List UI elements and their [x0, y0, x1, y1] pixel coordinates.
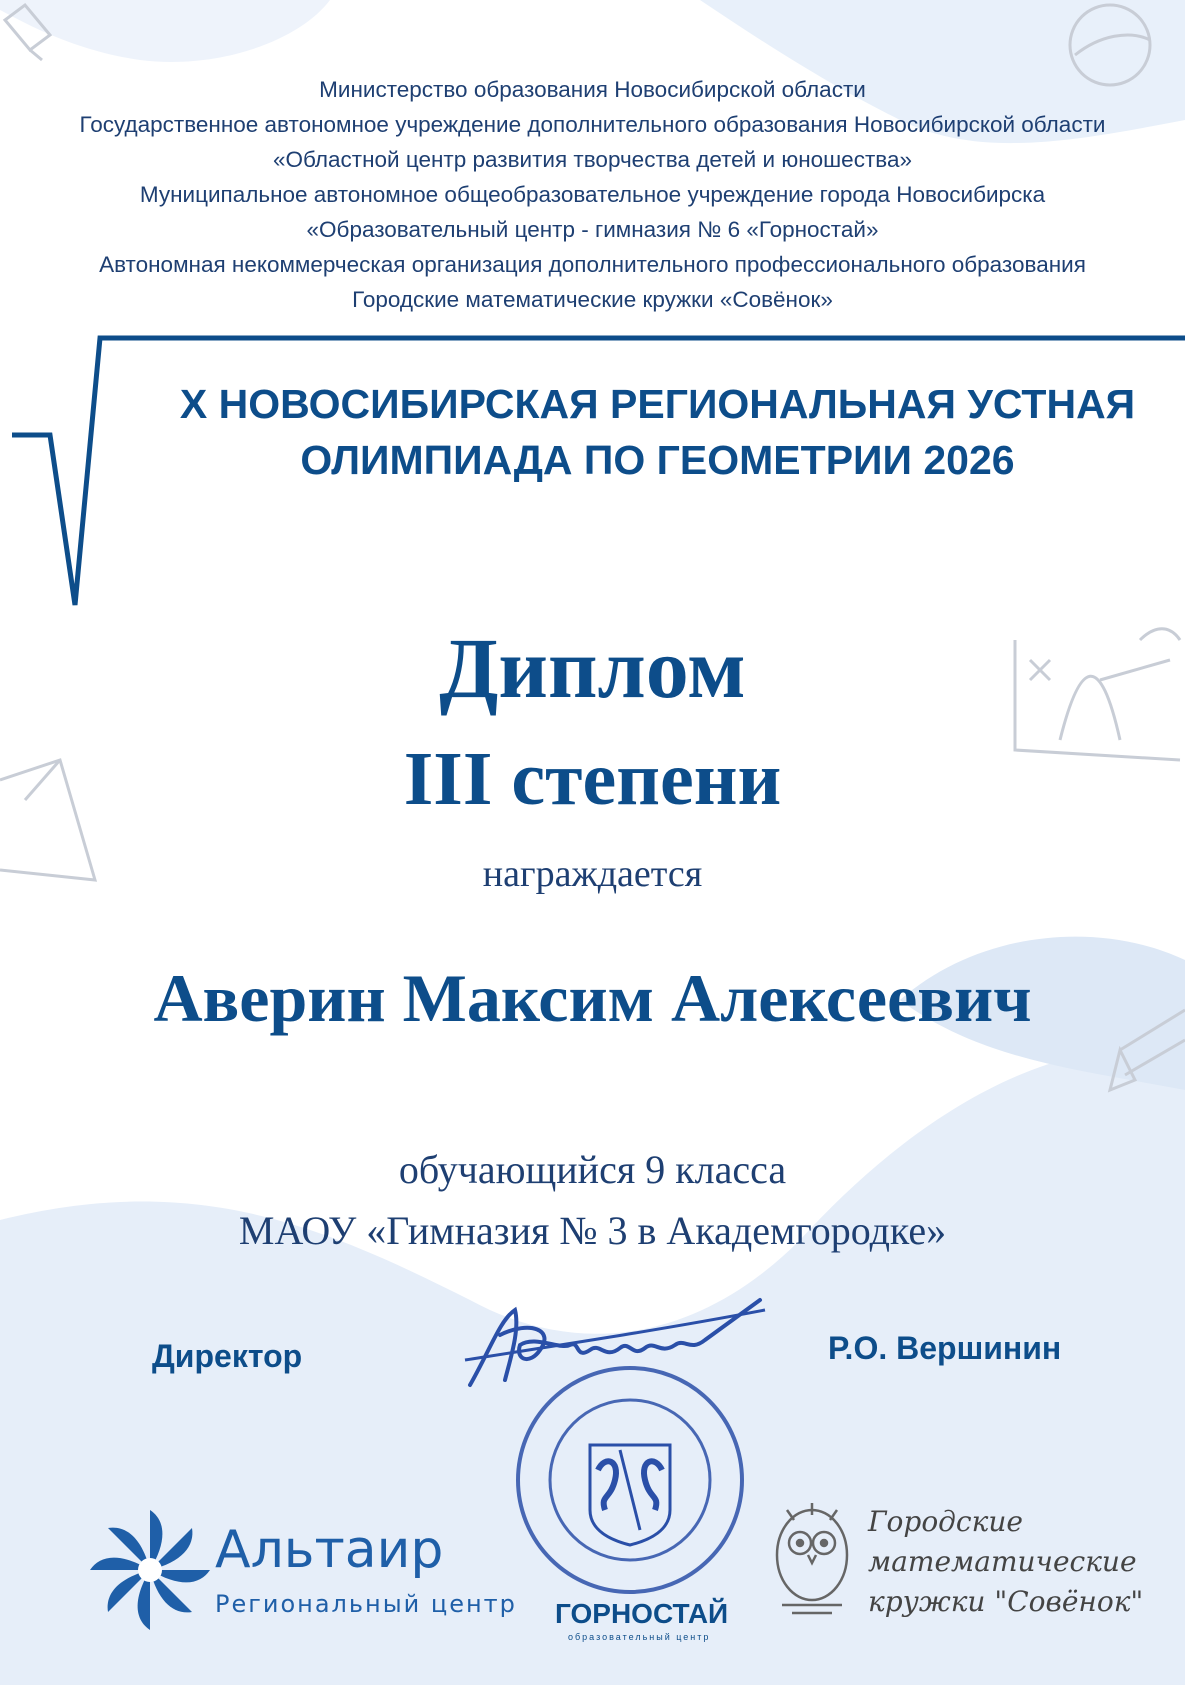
- awarded-text: награждается: [482, 853, 703, 895]
- top-left-blob: [0, 0, 330, 62]
- owl-logo-icon: [762, 1495, 862, 1625]
- olympiad-title-line1: X НОВОСИБИРСКАЯ РЕГИОНАЛЬНАЯ УСТНАЯ: [179, 381, 1136, 427]
- official-seal: [510, 1360, 750, 1600]
- issuer-line: Автономная некоммерческая организация дополнительного профессионального образования: [99, 252, 1086, 277]
- sovenok-line3: кружки "Совёнок": [868, 1585, 1144, 1618]
- issuer-header: [0, 72, 1185, 317]
- school-line: МАОУ «Гимназия № 3 в Академгородке»: [238, 1208, 947, 1253]
- sovenok-line1: Городские: [868, 1505, 1023, 1538]
- olympiad-title-line2: ОЛИМПИАДА ПО ГЕОМЕТРИИ 2026: [300, 437, 1015, 483]
- sovenok-line2: математические: [868, 1545, 1137, 1578]
- gornostai-subtitle: образовательный центр: [568, 1632, 711, 1642]
- issuer-line: Городские математические кружки «Совёнок»: [352, 287, 833, 312]
- grade-line: обучающийся 9 класса: [398, 1147, 787, 1192]
- issuer-line: Государственное автономное учреждение дополнительного образования Новосибирской области: [79, 112, 1106, 137]
- signatory-role: Директор: [152, 1338, 303, 1374]
- altair-name: Альтаир: [215, 1520, 444, 1580]
- diploma-degree: III степени: [403, 737, 782, 821]
- gornostai-name: ГОРНОСТАЙ: [555, 1598, 729, 1629]
- issuer-line: «Образовательный центр - гимназия № 6 «Горностай»: [306, 217, 879, 242]
- issuer-line: Муниципальное автономное общеобразовательное учреждение города Новосибирска: [139, 182, 1046, 207]
- issuer-line: Министерство образования Новосибирской области: [319, 77, 866, 102]
- altair-logo-icon: [80, 1500, 220, 1640]
- altair-subtitle: Региональный центр: [215, 1590, 517, 1618]
- diploma-heading: Диплом: [439, 620, 746, 716]
- olympiad-title: [130, 376, 1185, 488]
- issuer-line: «Областной центр развития творчества детей и юношества»: [273, 147, 912, 172]
- recipient-name: Аверин Максим Алексеевич: [153, 960, 1032, 1036]
- signatory-name: Р.О. Вершинин: [828, 1330, 1062, 1366]
